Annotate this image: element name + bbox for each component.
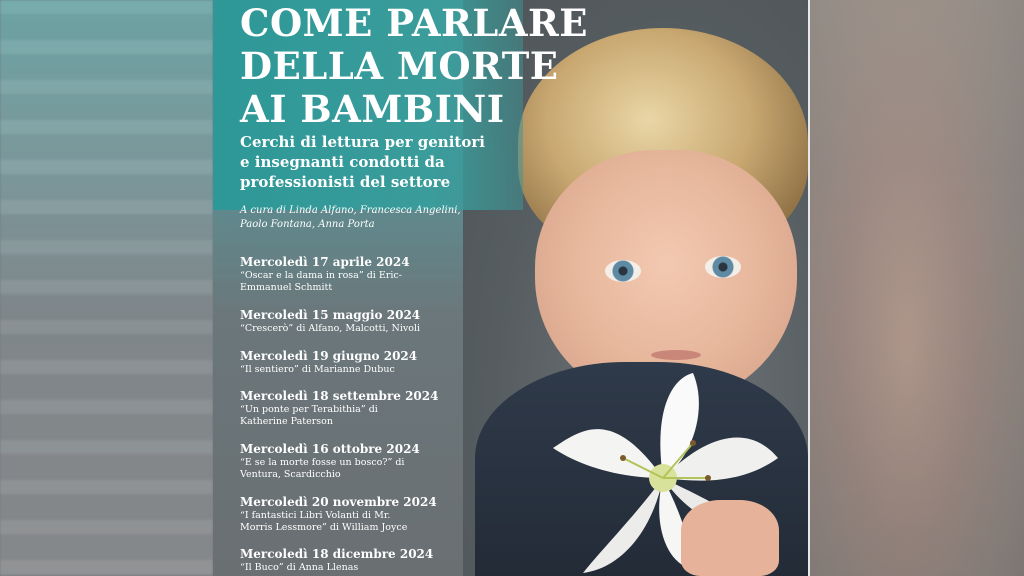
event-date: Mercoledì 18 dicembre 2024 (240, 547, 434, 561)
event-date: Mercoledì 18 settembre 2024 (240, 389, 439, 403)
event-book: “I fantastici Libri Volanti di Mr. (240, 510, 391, 521)
event-date: Mercoledì 20 novembre 2024 (240, 495, 437, 509)
curators-line: A cura di Linda Alfano, Francesca Angelini, (240, 205, 461, 216)
poster-subtitle-line: Cerchi di lettura per genitori (240, 133, 485, 151)
event-date: Mercoledì 15 maggio 2024 (240, 308, 421, 322)
event-book: “Un ponte per Terabithia” di (240, 404, 378, 415)
event-item (240, 389, 470, 428)
child-eye-right (705, 256, 741, 278)
event-item (240, 547, 470, 574)
event-book: Ventura, Scardicchio (240, 469, 341, 480)
poster-subtitle (240, 132, 500, 192)
event-book: Emmanuel Schmitt (240, 282, 333, 293)
event-date: Mercoledì 19 giugno 2024 (240, 349, 418, 363)
child-hand (681, 500, 779, 576)
blurred-background-left (0, 0, 213, 576)
event-book: “Il Buco” di Anna Llenas (240, 562, 359, 573)
event-date: Mercoledì 17 aprile 2024 (240, 255, 410, 269)
event-item (240, 349, 470, 376)
poster-title-line: AI BAMBINI (240, 87, 505, 131)
event-book: “Oscar e la dama in rosa” di Eric- (240, 270, 402, 281)
curators-credit (240, 204, 480, 232)
event-date: Mercoledì 16 ottobre 2024 (240, 442, 420, 456)
event-book: Katherine Paterson (240, 416, 333, 427)
blurred-background-right (810, 0, 1024, 576)
child-eye-left (605, 260, 641, 282)
event-item (240, 442, 470, 481)
event-item (240, 255, 470, 294)
event-book: “Crescerò” di Alfano, Malcotti, Nivoli (240, 323, 421, 334)
event-poster (213, 0, 808, 576)
poster-border (808, 0, 810, 576)
child-mouth (651, 350, 701, 360)
event-item (240, 495, 470, 534)
poster-subtitle-line: e insegnanti condotti da (240, 153, 445, 171)
curators-line: Paolo Fontana, Anna Porta (240, 219, 375, 230)
event-book: “Il sentiero” di Marianne Dubuc (240, 364, 395, 375)
event-item (240, 308, 470, 335)
poster-title-line: DELLA MORTE (240, 44, 559, 88)
poster-title (240, 2, 588, 131)
event-book: “E se la morte fosse un bosco?” di (240, 457, 405, 468)
poster-title-line: COME PARLARE (240, 1, 588, 45)
event-book: Morris Lessmore” di William Joyce (240, 522, 408, 533)
poster-subtitle-line: professionisti del settore (240, 173, 451, 191)
